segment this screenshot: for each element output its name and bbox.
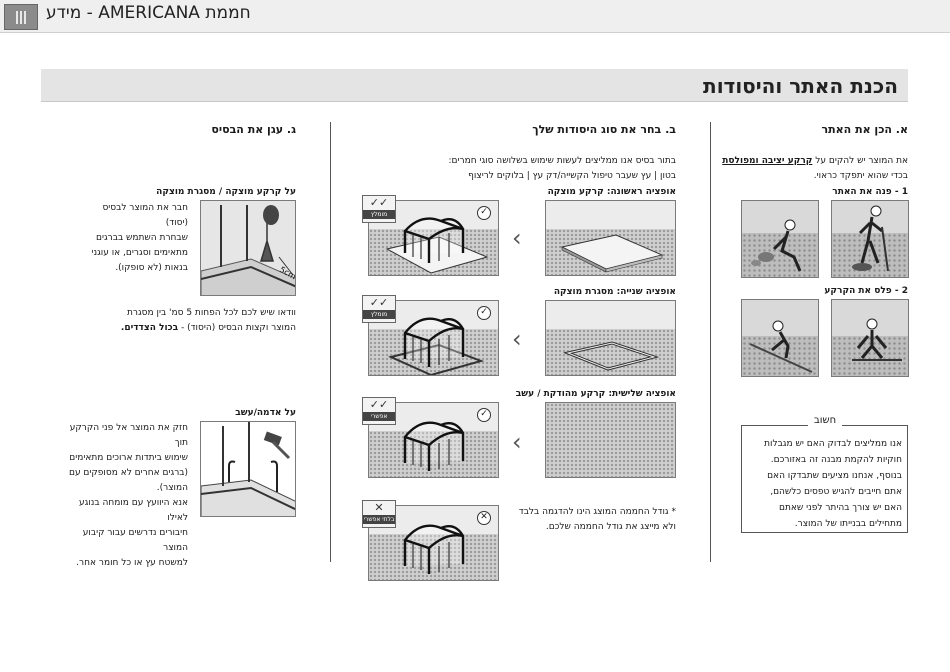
badge-label: מומלץ xyxy=(363,310,395,319)
option3-ground-panel xyxy=(545,402,676,478)
person-crouching-illustration xyxy=(742,300,819,377)
text-emphasis: בכול הצדדים. xyxy=(120,323,179,333)
text-line: המוצר). xyxy=(156,483,188,493)
section-title: הכנת האתר והיסודות xyxy=(703,74,898,98)
intro-line: בטון | עץ שעבר טיפול הקשייה/דק עץ | בלוקים לריצוף xyxy=(468,171,676,181)
text-line: המוצר וקצות הבסיס (היסוד) - xyxy=(178,323,296,333)
badge-label: בלתי אפשרי xyxy=(363,516,395,523)
note-line: חוקיות להקמת מבנה זה באזורכם. xyxy=(770,455,902,465)
double-check-icon: ✓✓ xyxy=(369,398,389,411)
chevron-left-icon: ‹ xyxy=(512,224,522,252)
option3-label: אופציה שלישית: קרקע מהודקת / עשב xyxy=(515,389,676,399)
text-line: למשטח עץ או כל חומר אחר. xyxy=(76,558,188,568)
solid-frame-illustration xyxy=(546,301,676,376)
person-leveling-illustration xyxy=(832,300,909,377)
column-a-heading: א. הכן את האתר xyxy=(821,123,908,136)
possible-badge xyxy=(362,397,396,425)
size-footnote xyxy=(506,505,676,535)
column-b-heading: ב. בחר את סוג היסודות שלך xyxy=(532,123,676,136)
text-line: מתאימים וסגרים, או עוגני xyxy=(91,248,188,258)
text-line: אנא היוועץ עם מומחה בנוגע לאילו xyxy=(78,498,188,523)
text-line: שימוש ביתדות ארוכים מתאימים xyxy=(69,453,188,463)
text-line: חבר את המוצר לבסיס (יסוד) xyxy=(102,203,188,228)
gap-instruction xyxy=(26,306,296,336)
level-ground-photo-2 xyxy=(741,299,819,377)
ground-stake-illustration xyxy=(201,422,296,517)
clear-site-photo-2 xyxy=(741,200,819,278)
note-line: בנוסף, אנחנו מציעים שתבדקו האם xyxy=(767,471,902,481)
step2-label: 2 - פלס את הקרקע xyxy=(824,286,908,296)
column-c-heading: ג. עגן את הבסיס xyxy=(211,123,296,136)
concrete-slab-illustration xyxy=(546,201,676,276)
gap-measure-label: 5cm xyxy=(278,264,297,282)
solid-base-subheading: על קרקע מוצקה / מסגרת מוצקה xyxy=(156,187,296,197)
badge-label: מומלץ xyxy=(363,210,395,219)
note-line: אתם חייבים להגיש טפסים כלשהם, xyxy=(770,487,902,497)
menu-icon-bar xyxy=(24,11,26,24)
text-line: וודאו שיש לכם לכל הפחות 5 סמ' בין מסגרת xyxy=(126,308,296,318)
double-check-icon: ✓✓ xyxy=(369,196,389,209)
text-line: (ברגים אחרים לא מסופקים עם xyxy=(68,468,188,478)
double-check-icon: ✓✓ xyxy=(369,296,389,309)
intro-text: בכדי שהוא יתפקד כראוי. xyxy=(813,171,908,181)
check-circle-icon: ✓ xyxy=(477,206,491,220)
note-line: אנו ממליצים לבדוק האם יש מגבלות xyxy=(764,439,902,449)
person-kneeling-illustration xyxy=(742,201,819,278)
menu-button[interactable] xyxy=(4,4,38,30)
level-ground-photo xyxy=(831,299,909,377)
column-a-intro xyxy=(722,154,908,184)
drill-anchor-illustration xyxy=(201,201,296,296)
note-line: מתחילים בבנייתו של המוצר. xyxy=(794,519,902,529)
column-divider xyxy=(330,122,331,562)
chevron-left-icon: ‹ xyxy=(512,428,522,456)
impossible-badge xyxy=(362,500,396,528)
text-line: שבחרת השתמש בברגים xyxy=(95,233,188,243)
important-note-title: חשוב xyxy=(808,415,842,426)
text-line: חיבורים נדרשים עבור קיבוע המוצר xyxy=(82,528,188,553)
x-icon: ✕ xyxy=(374,501,384,514)
solid-base-text xyxy=(78,201,188,276)
check-circle-icon: ✓ xyxy=(477,306,491,320)
intro-line: בתור בסיס אנו ממליצים לעשות שימוש בשלושה סוגי חמרים: xyxy=(448,156,676,166)
recommended-badge xyxy=(362,295,396,323)
ground-stake-panel xyxy=(200,421,296,517)
menu-icon xyxy=(16,11,18,24)
menu-icon-bar xyxy=(20,11,22,24)
note-line: האם יש צורך בהיתר לפני שאתם xyxy=(779,503,902,513)
drill-anchor-panel xyxy=(200,200,296,296)
footnote-line: * גודל החממה המוצג הינו להדגמה בלבד xyxy=(518,507,676,517)
option2-label: אופציה שנייה: מסגרת מוצקה xyxy=(553,287,676,297)
option1-ground-panel xyxy=(545,200,676,276)
option2-ground-panel xyxy=(545,300,676,376)
chevron-left-icon: ‹ xyxy=(512,325,522,353)
person-digging-illustration xyxy=(832,201,909,278)
text-line: חזק את המוצר אל פני הקרקע תוך xyxy=(69,423,188,448)
grass-text xyxy=(63,421,188,571)
x-circle-icon: ✕ xyxy=(477,511,491,525)
intro-text: את המוצר יש להקים על xyxy=(812,156,908,166)
important-note-text xyxy=(746,436,902,532)
badge-label: אפשרי xyxy=(363,412,395,421)
column-b-intro xyxy=(346,154,676,184)
option1-label: אופציה ראשונה: קרקע מוצקה xyxy=(547,187,676,197)
step1-label: 1 - פנה את האתר xyxy=(832,187,908,197)
clear-site-photo xyxy=(831,200,909,278)
footnote-line: ולא מייצג את גודל החממה שלכם. xyxy=(545,522,676,532)
column-divider xyxy=(710,122,711,562)
intro-highlight: קרקע יציבה ומפולסת xyxy=(722,156,813,166)
document-title: מידע - AMERICANA חממת xyxy=(46,3,251,23)
text-line: בנאות (לא סופקו). xyxy=(115,263,188,273)
recommended-badge xyxy=(362,195,396,223)
check-circle-icon: ✓ xyxy=(477,408,491,422)
grass-subheading: על אדמה/עשב xyxy=(235,408,296,418)
